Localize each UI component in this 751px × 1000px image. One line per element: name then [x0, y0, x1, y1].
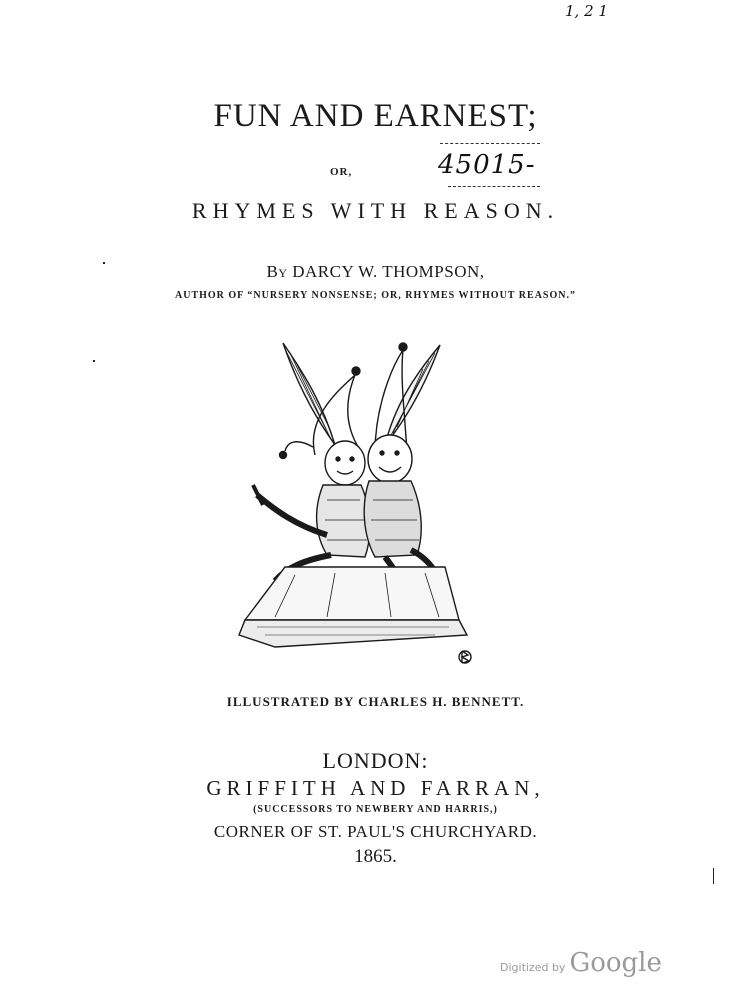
watermark-prefix: Digitized by — [500, 961, 566, 974]
illustrator-credit: ILLUSTRATED BY CHARLES H. BENNETT. — [226, 694, 525, 709]
book-subtitle: RHYMES WITH REASON. — [191, 198, 560, 223]
author-line — [0, 262, 751, 282]
imprint-address: CORNER OF ST. PAUL'S CHURCHYARD. — [213, 822, 538, 841]
author-name: DARCY W. THOMPSON, — [292, 262, 485, 281]
jester-illustration — [235, 335, 475, 675]
scan-mark — [713, 868, 714, 884]
handwritten-underline — [448, 186, 540, 187]
imprint-successors: (SUCCESSORS TO NEWBERY AND HARRIS,) — [253, 804, 498, 815]
author-prefix: By — [266, 262, 288, 281]
handwritten-corner-note: 1, 2 1 — [565, 2, 608, 20]
or-connector: OR, — [330, 166, 353, 178]
imprint-city: LONDON: — [322, 748, 429, 773]
handwritten-accession-number: 45015- — [438, 150, 536, 180]
google-logo: Google — [569, 948, 662, 978]
imprint-publisher: GRIFFITH AND FARRAN, — [206, 776, 545, 800]
handwritten-overline — [440, 143, 540, 144]
book-title: FUN AND EARNEST; — [213, 98, 538, 134]
imprint-year: 1865. — [354, 846, 397, 867]
author-note: AUTHOR OF “NURSERY NONSENSE; OR, RHYMES WITHOUT REASON.” — [175, 290, 576, 301]
digitized-by-google-watermark — [500, 948, 662, 978]
scan-speck — [103, 262, 105, 264]
scan-speck — [93, 360, 95, 362]
